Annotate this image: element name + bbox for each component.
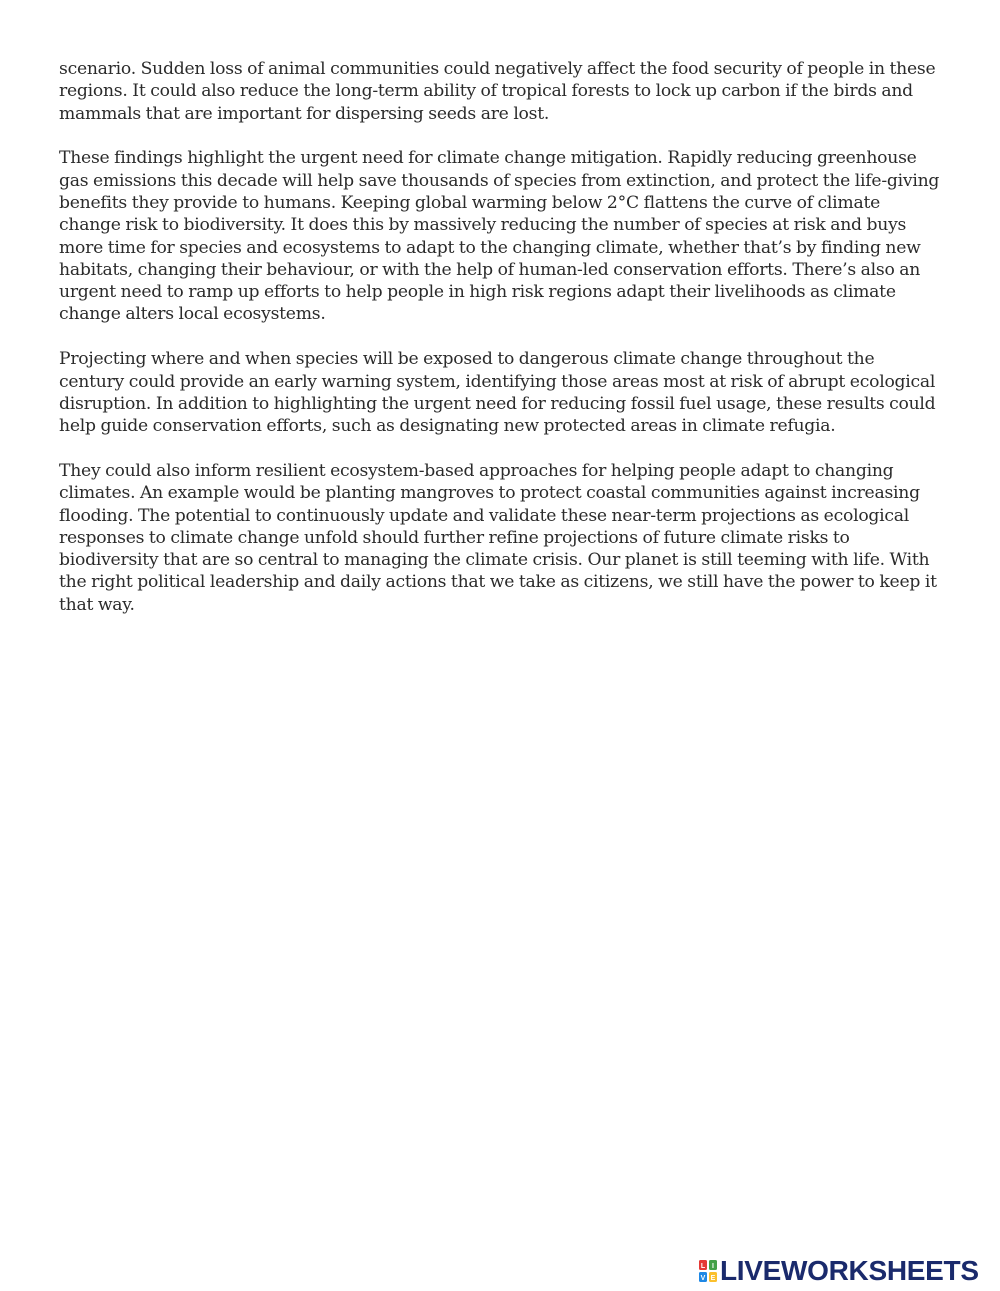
svg-text:E: E — [710, 1275, 716, 1282]
paragraph-3: Projecting where and when species will be exposed to dangerous climate change throughout the century could provide an early warning system, identifying those areas most at risk of abrupt ecological disruption. In addition to highlighting the urgent need for reducing fossil fuel usage, these results could help guide conservation efforts, such as designating new protected areas in climate refugia. — [59, 349, 936, 437]
svg-text:V: V — [700, 1275, 706, 1282]
svg-text:I: I — [712, 1263, 714, 1270]
liveworksheets-logo-icon — [698, 1258, 718, 1284]
logo-wordmark: LIVEWORKSHEETS — [720, 1255, 979, 1286]
paragraph-4: They could also inform resilient ecosystem-based approaches for helping people adapt to changing climates. An example would be planting mangroves to protect coastal communities against increasing flooding. The potential to continuously update and validate these near-term projections as ecological responses to climate change unfold should further refine projections of future climate risks to biodiversity that are so central to managing the climate crisis. Our planet is still teeming with life. With the right political leadership and daily actions that we take as citizens, we still have the power to keep it that way. — [59, 460, 937, 615]
liveworksheets-logo — [698, 1256, 979, 1286]
paragraph-1: scenario. Sudden loss of animal communities could negatively affect the food security of people in these regions. It could also reduce the long-term ability of tropical forests to lock up carbon if the birds and mammals that are important for dispersing seeds are lost. — [59, 59, 936, 124]
svg-text:L: L — [700, 1263, 706, 1270]
paragraph-2: These findings highlight the urgent need for climate change mitigation. Rapidly reducing greenhouse gas emissions this decade will help save thousands of species from extinction, and protect the life-giving benefits they provide to humans. Keeping global warming below 2°C flattens the curve of climate change risk to biodiversity. It does this by massively reducing the number of species at risk and buys more time for species and ecosystems to adapt to the changing climate, whether that’s by finding new habitats, changing their behaviour, or with the help of human-led conservation efforts. There’s also an urgent need to ramp up efforts to help people in high risk regions adapt their livelihoods as climate change alters local ecosystems. — [59, 148, 940, 325]
article-body — [59, 58, 944, 639]
